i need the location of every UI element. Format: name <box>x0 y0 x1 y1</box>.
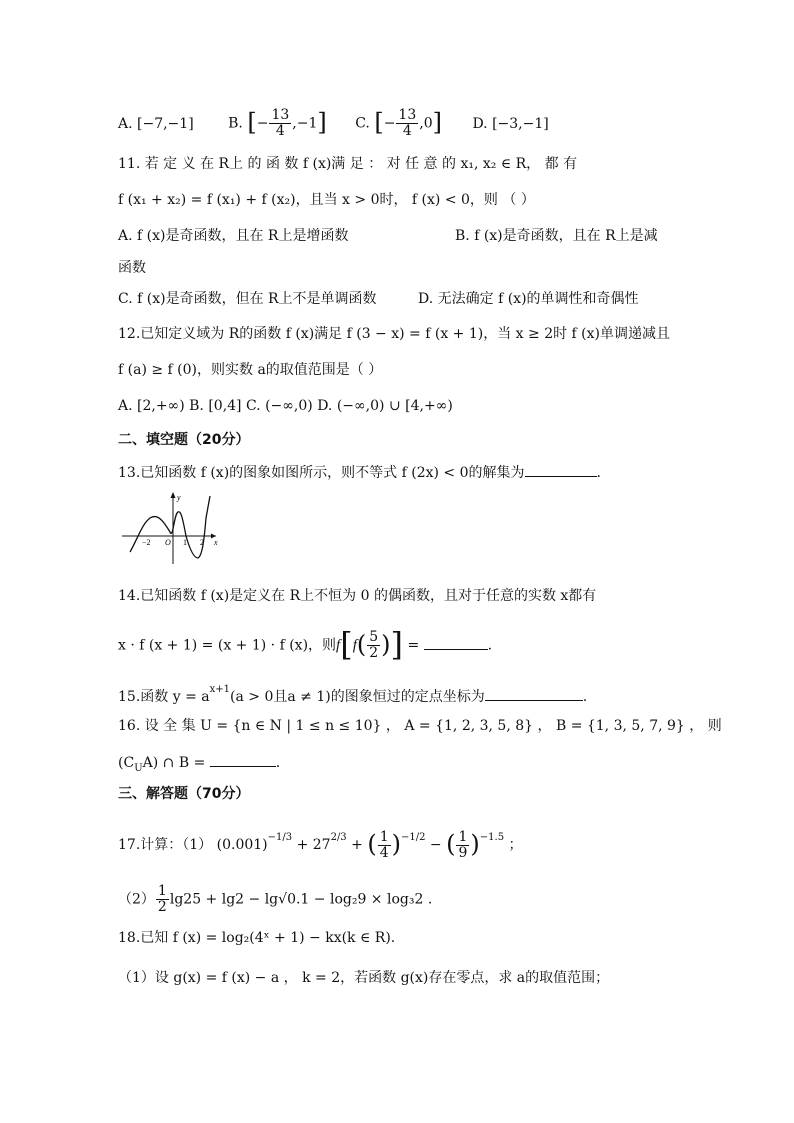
q11-option-a: A. f (x)是奇函数，且在 R上是增函数 <box>118 228 349 244</box>
q10-option-c: C. [− $\frac{13}{4}$ ,0] <box>355 107 442 139</box>
q10-options <box>118 108 549 139</box>
q11-option-c: C. f (x)是奇函数，但在 R上不是单调函数 <box>118 291 377 307</box>
q12-options: A. [2,+∞) B. [0,4] C. (−∞,0) D. (−∞,0) ∪ [4,+∞) <box>118 398 453 414</box>
origin-label: O <box>165 538 171 547</box>
y-axis-label: y <box>177 493 181 502</box>
function-curve <box>130 496 210 558</box>
tick-label-neg2: −2 <box>142 538 151 547</box>
q18-stem: 18.已知 f (x) = log₂(4ˣ + 1) − kx(k ∈ R). <box>118 930 396 946</box>
q13-function-graph <box>120 490 220 566</box>
q14-answer-blank[interactable] <box>424 635 488 650</box>
q15-stem: 15.函数 $y = a^{x+1}(a > 0$且a ≠ 1)的图象恒过的定点坐标为 . <box>118 684 588 705</box>
q11-stem-line2: f (x₁ + x₂) = f (x₁) + f (x₂)，且当 x > 0时， f (x) < 0，则 （ ） <box>118 192 535 208</box>
q10-option-d: D. [−3,−1] <box>472 115 549 132</box>
x-axis-label: x <box>214 538 218 547</box>
q13-answer-blank[interactable] <box>525 462 597 477</box>
y-axis-arrow <box>171 492 176 498</box>
q15-answer-blank[interactable] <box>485 686 583 701</box>
q14-stem-line2: x · f (x + 1) = (x + 1) · f (x)，则f[f( $\frac{5}{2}$ )] = . <box>118 625 493 664</box>
tick-label-2: 2 <box>200 538 204 547</box>
q12-stem-line2: f (a) ≥ f (0)，则实数 a的取值范围是（ ） <box>118 362 383 378</box>
q16-stem-line1: 16. 设 全 集 U = {n ∈ N | 1 ≤ n ≤ 10} ， A = {1, 2, 3, 5, 8} ， B = {1, 3, 5, 7, 9} ， 则 <box>118 718 722 734</box>
q17-part2: （2） $\frac{1}{2}$ lg25 + lg2 − lg√0.1 − log₂9 × log₃2 . <box>118 883 433 915</box>
q10-option-b: B. [− $\frac{13}{4}$ ,−1] <box>228 107 327 139</box>
q13-stem: 13.已知函数 f (x)的图象如图所示，则不等式 f (2x) < 0的解集为 . <box>118 462 601 483</box>
section-solution-title: 三、解答题（70分） <box>118 786 250 802</box>
q12-stem-line1: 12.已知定义域为 R的函数 f (x)满足 f (3 − x) = f (x + 1)，当 x ≥ 2时 f (x)单调递减且 <box>118 326 671 342</box>
q14-stem-line1: 14.已知函数 f (x)是定义在 R上不恒为 0 的偶函数，且对于任意的实数 x都有 <box>118 588 597 604</box>
q11-stem-line1: 11. 若 定 义 在 R上 的 函 数 f (x)满 足 ： 对 任 意 的 x₁, x₂ ∈ R， 都 有 <box>118 156 578 172</box>
q11-option-b-cont: 函数 <box>118 260 146 276</box>
q10-option-a: A. [−7,−1] <box>118 115 194 132</box>
q16-stem-line2: $(C_UA)$ ∩ B = . <box>118 752 280 779</box>
q11-option-d: D. 无法确定 f (x)的单调性和奇偶性 <box>418 291 639 307</box>
section-fill-in-title: 二、填空题（20分） <box>118 432 250 448</box>
q17-part1: 17.计算：（1） $(0.001)^{-1/3} + 27^{2/3}$ + ( $\frac{1}{4}$ )$^{-1/2}$ − ( $\frac{1}{9}$ )$^{-1.5}$ ； <box>118 828 523 861</box>
q11-option-b: B. f (x)是奇函数，且在 R上是减 <box>455 228 658 244</box>
q16-answer-blank[interactable] <box>210 752 276 767</box>
tick-label-1: 1 <box>183 538 187 547</box>
q18-part1: （1）设 g(x) = f (x) − a ， k = 2，若函数 g(x)存在零点，求 a的取值范围； <box>118 970 610 986</box>
